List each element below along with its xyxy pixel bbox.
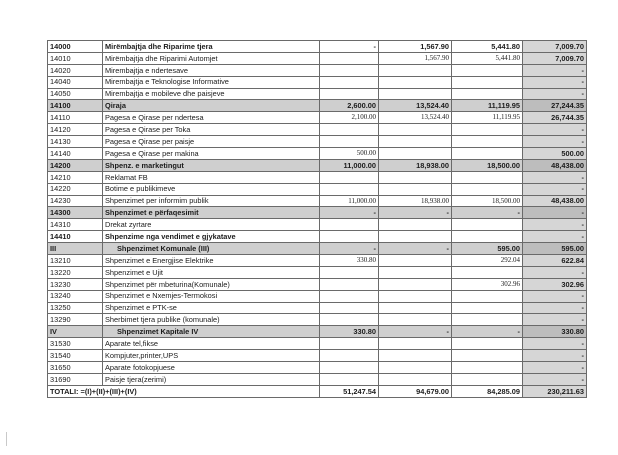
row-description: Shpenz. e marketingut — [103, 159, 320, 171]
row-value-col2: 18,938.00 — [379, 159, 452, 171]
row-value-col1: 11,000.00 — [320, 159, 379, 171]
total-value-c4: 230,211.63 — [523, 385, 587, 397]
row-value-col2 — [379, 302, 452, 314]
row-value-col3 — [452, 362, 523, 374]
row-description: Shpenzimet Komunale (III) — [103, 243, 320, 255]
row-code: 31530 — [48, 338, 103, 350]
row-value-col2: - — [379, 243, 452, 255]
row-code: 13210 — [48, 255, 103, 267]
row-value-col1: - — [320, 41, 379, 53]
row-code: IV — [48, 326, 103, 338]
row-value-col1 — [320, 302, 379, 314]
row-value-col2 — [379, 124, 452, 136]
row-description: Shpenzimet e Nxemjes-Termokosi — [103, 290, 320, 302]
row-value-col1: 2,600.00 — [320, 100, 379, 112]
row-value-col3: 11,119.95 — [452, 100, 523, 112]
row-total-value: 26,744.35 — [523, 112, 587, 124]
row-code: 14040 — [48, 76, 103, 88]
row-value-col2 — [379, 290, 452, 302]
row-description: Pagesa e Qirase per makina — [103, 148, 320, 160]
row-code: 14230 — [48, 195, 103, 207]
table-row — [48, 88, 587, 100]
row-value-col3 — [452, 88, 523, 100]
row-value-col1 — [320, 183, 379, 195]
row-value-col3: 5,441.80 — [452, 52, 523, 64]
table-row — [48, 76, 587, 88]
row-description: Paisje tjera(zerimi) — [103, 373, 320, 385]
row-value-col2 — [379, 231, 452, 243]
table-row — [48, 314, 587, 326]
table-row — [48, 112, 587, 124]
row-total-value: - — [523, 183, 587, 195]
row-value-col3 — [452, 219, 523, 231]
row-description: Shpenzimet per informim publik — [103, 195, 320, 207]
row-value-col3: 18,500.00 — [452, 159, 523, 171]
row-description: Shpenzimet Kapitale IV — [103, 326, 320, 338]
table-row — [48, 207, 587, 219]
table-row — [48, 278, 587, 290]
table-row — [48, 136, 587, 148]
table-row — [48, 148, 587, 160]
row-value-col1: 330.80 — [320, 255, 379, 267]
table-row — [48, 64, 587, 76]
table-row — [48, 231, 587, 243]
row-value-col1 — [320, 266, 379, 278]
row-code: 14200 — [48, 159, 103, 171]
table-row — [48, 255, 587, 267]
row-description: Shpenzime nga vendimet e gjykatave — [103, 231, 320, 243]
row-total-value: - — [523, 266, 587, 278]
row-description: Shpenzimet e përfaqesimit — [103, 207, 320, 219]
row-value-col3 — [452, 231, 523, 243]
row-value-col3: - — [452, 326, 523, 338]
row-value-col2 — [379, 278, 452, 290]
row-description: Aparate tel,fikse — [103, 338, 320, 350]
row-total-value: - — [523, 314, 587, 326]
row-value-col1 — [320, 136, 379, 148]
row-code: 13290 — [48, 314, 103, 326]
row-value-col2 — [379, 219, 452, 231]
row-value-col3: 11,119.95 — [452, 112, 523, 124]
row-value-col3 — [452, 350, 523, 362]
row-value-col2 — [379, 148, 452, 160]
row-value-col3 — [452, 124, 523, 136]
row-value-col1 — [320, 52, 379, 64]
row-value-col2 — [379, 88, 452, 100]
row-value-col1 — [320, 219, 379, 231]
table-row — [48, 124, 587, 136]
table-row — [48, 183, 587, 195]
row-total-value: 7,009.70 — [523, 41, 587, 53]
row-value-col1: 330.80 — [320, 326, 379, 338]
row-value-col2 — [379, 171, 452, 183]
row-description: Mirembajtja e ndertesave — [103, 64, 320, 76]
table-row — [48, 243, 587, 255]
row-value-col2 — [379, 350, 452, 362]
total-value-c2: 94,679.00 — [379, 385, 452, 397]
row-description: Shpenzimet e Ujit — [103, 266, 320, 278]
row-value-col1 — [320, 362, 379, 374]
row-code: 13230 — [48, 278, 103, 290]
row-value-col1 — [320, 278, 379, 290]
row-value-col3: 18,500.00 — [452, 195, 523, 207]
row-description: Mirëmbajtja dhe Riparime tjera — [103, 41, 320, 53]
row-total-value: - — [523, 373, 587, 385]
row-code: 14000 — [48, 41, 103, 53]
row-total-value: 7,009.70 — [523, 52, 587, 64]
row-total-value: 595.00 — [523, 243, 587, 255]
row-value-col2 — [379, 255, 452, 267]
row-value-col2 — [379, 266, 452, 278]
row-value-col3 — [452, 76, 523, 88]
row-value-col2: - — [379, 326, 452, 338]
row-description: Qiraja — [103, 100, 320, 112]
row-total-value: - — [523, 124, 587, 136]
row-total-value: - — [523, 338, 587, 350]
row-value-col3: 5,441.80 — [452, 41, 523, 53]
table-row — [48, 100, 587, 112]
row-value-col3: 292.04 — [452, 255, 523, 267]
row-value-col1: 11,000.00 — [320, 195, 379, 207]
scan-edge-mark — [6, 432, 9, 446]
total-value-c1: 51,247.54 — [320, 385, 379, 397]
row-total-value: - — [523, 171, 587, 183]
row-description: Mirembajtja e mobileve dhe paisjeve — [103, 88, 320, 100]
table-body — [48, 41, 587, 398]
row-description: Drekat zyrtare — [103, 219, 320, 231]
row-code: 31650 — [48, 362, 103, 374]
row-value-col1 — [320, 314, 379, 326]
row-total-value: - — [523, 88, 587, 100]
row-code: 14300 — [48, 207, 103, 219]
row-value-col2: 18,938.00 — [379, 195, 452, 207]
row-value-col2: 1,567.90 — [379, 52, 452, 64]
row-total-value: - — [523, 231, 587, 243]
row-code: 31690 — [48, 373, 103, 385]
row-description: Aparate fotokopjuese — [103, 362, 320, 374]
row-code: 14310 — [48, 219, 103, 231]
table-row — [48, 302, 587, 314]
row-value-col2: - — [379, 207, 452, 219]
row-total-value: 48,438.00 — [523, 195, 587, 207]
row-value-col3 — [452, 290, 523, 302]
row-value-col1 — [320, 64, 379, 76]
row-value-col1 — [320, 373, 379, 385]
table-row — [48, 195, 587, 207]
row-total-value: - — [523, 219, 587, 231]
row-code: 14110 — [48, 112, 103, 124]
row-description: Pagesa e Qirase per paisje — [103, 136, 320, 148]
total-value-c3: 84,285.09 — [452, 385, 523, 397]
row-total-value: 27,244.35 — [523, 100, 587, 112]
row-total-value: 302.96 — [523, 278, 587, 290]
row-code: III — [48, 243, 103, 255]
row-code: 13220 — [48, 266, 103, 278]
row-value-col1 — [320, 338, 379, 350]
row-value-col2 — [379, 373, 452, 385]
row-value-col1 — [320, 171, 379, 183]
row-total-value: - — [523, 362, 587, 374]
table-row — [48, 350, 587, 362]
table-row — [48, 326, 587, 338]
row-description: Kompjuter,printer,UPS — [103, 350, 320, 362]
row-value-col3 — [452, 338, 523, 350]
row-value-col3 — [452, 266, 523, 278]
table-row — [48, 338, 587, 350]
row-total-value: 330.80 — [523, 326, 587, 338]
row-value-col1 — [320, 76, 379, 88]
row-total-value: - — [523, 136, 587, 148]
row-code: 14020 — [48, 64, 103, 76]
row-total-value: - — [523, 290, 587, 302]
row-value-col3 — [452, 148, 523, 160]
row-total-value: - — [523, 302, 587, 314]
row-total-value: - — [523, 76, 587, 88]
table-row — [48, 52, 587, 64]
row-total-value: - — [523, 350, 587, 362]
row-value-col1: 500.00 — [320, 148, 379, 160]
row-value-col1 — [320, 124, 379, 136]
row-value-col3 — [452, 64, 523, 76]
row-value-col2 — [379, 64, 452, 76]
total-row — [48, 385, 587, 397]
row-total-value: - — [523, 64, 587, 76]
row-total-value: 500.00 — [523, 148, 587, 160]
row-description: Pagesa e Qirase per Toka — [103, 124, 320, 136]
row-value-col3 — [452, 136, 523, 148]
row-value-col1: - — [320, 207, 379, 219]
table-row — [48, 266, 587, 278]
row-value-col2: 13,524.40 — [379, 100, 452, 112]
row-code: 14010 — [48, 52, 103, 64]
table-row — [48, 219, 587, 231]
row-value-col3 — [452, 183, 523, 195]
row-code: 14050 — [48, 88, 103, 100]
row-description: Sherbimet tjera publike (komunale) — [103, 314, 320, 326]
row-value-col1 — [320, 350, 379, 362]
row-value-col1: 2,100.00 — [320, 112, 379, 124]
row-value-col1 — [320, 290, 379, 302]
table-row — [48, 159, 587, 171]
row-description: Mirëmbajtja dhe Riparimi Automjet — [103, 52, 320, 64]
row-value-col2 — [379, 183, 452, 195]
row-code: 14100 — [48, 100, 103, 112]
row-value-col3 — [452, 314, 523, 326]
row-value-col2 — [379, 314, 452, 326]
table-row — [48, 41, 587, 53]
budget-sheet — [47, 40, 587, 403]
row-code: 14210 — [48, 171, 103, 183]
row-value-col3: 595.00 — [452, 243, 523, 255]
row-value-col3: - — [452, 207, 523, 219]
row-value-col2 — [379, 76, 452, 88]
row-value-col1: - — [320, 243, 379, 255]
table-row — [48, 171, 587, 183]
row-code: 13240 — [48, 290, 103, 302]
row-code: 14120 — [48, 124, 103, 136]
row-value-col2 — [379, 362, 452, 374]
expenditure-table — [47, 40, 587, 398]
row-description: Pagesa e Qirase per ndertesa — [103, 112, 320, 124]
row-description: Shpenzimet e PTK-se — [103, 302, 320, 314]
row-code: 31540 — [48, 350, 103, 362]
row-value-col2: 13,524.40 — [379, 112, 452, 124]
row-description: Botime e publikimeve — [103, 183, 320, 195]
row-description: Shpenzimet për mbeturina(Komunale) — [103, 278, 320, 290]
row-description: Reklamat FB — [103, 171, 320, 183]
table-row — [48, 362, 587, 374]
row-total-value: 622.84 — [523, 255, 587, 267]
row-value-col1 — [320, 88, 379, 100]
total-label: TOTALI: =(I)+(II)+(III)+(IV) — [48, 385, 320, 397]
row-value-col3 — [452, 302, 523, 314]
row-total-value: - — [523, 207, 587, 219]
row-description: Mirembajtja e Teknologise Informative — [103, 76, 320, 88]
row-code: 14220 — [48, 183, 103, 195]
table-row — [48, 373, 587, 385]
row-code: 14410 — [48, 231, 103, 243]
row-value-col3 — [452, 373, 523, 385]
row-value-col2 — [379, 338, 452, 350]
row-value-col1 — [320, 231, 379, 243]
row-code: 13250 — [48, 302, 103, 314]
row-description: Shpenzimet e Energjise Elektrike — [103, 255, 320, 267]
row-value-col3 — [452, 171, 523, 183]
row-code: 14130 — [48, 136, 103, 148]
row-value-col2 — [379, 136, 452, 148]
row-total-value: 48,438.00 — [523, 159, 587, 171]
table-row — [48, 290, 587, 302]
row-code: 14140 — [48, 148, 103, 160]
row-value-col3: 302.96 — [452, 278, 523, 290]
row-value-col2: 1,567.90 — [379, 41, 452, 53]
